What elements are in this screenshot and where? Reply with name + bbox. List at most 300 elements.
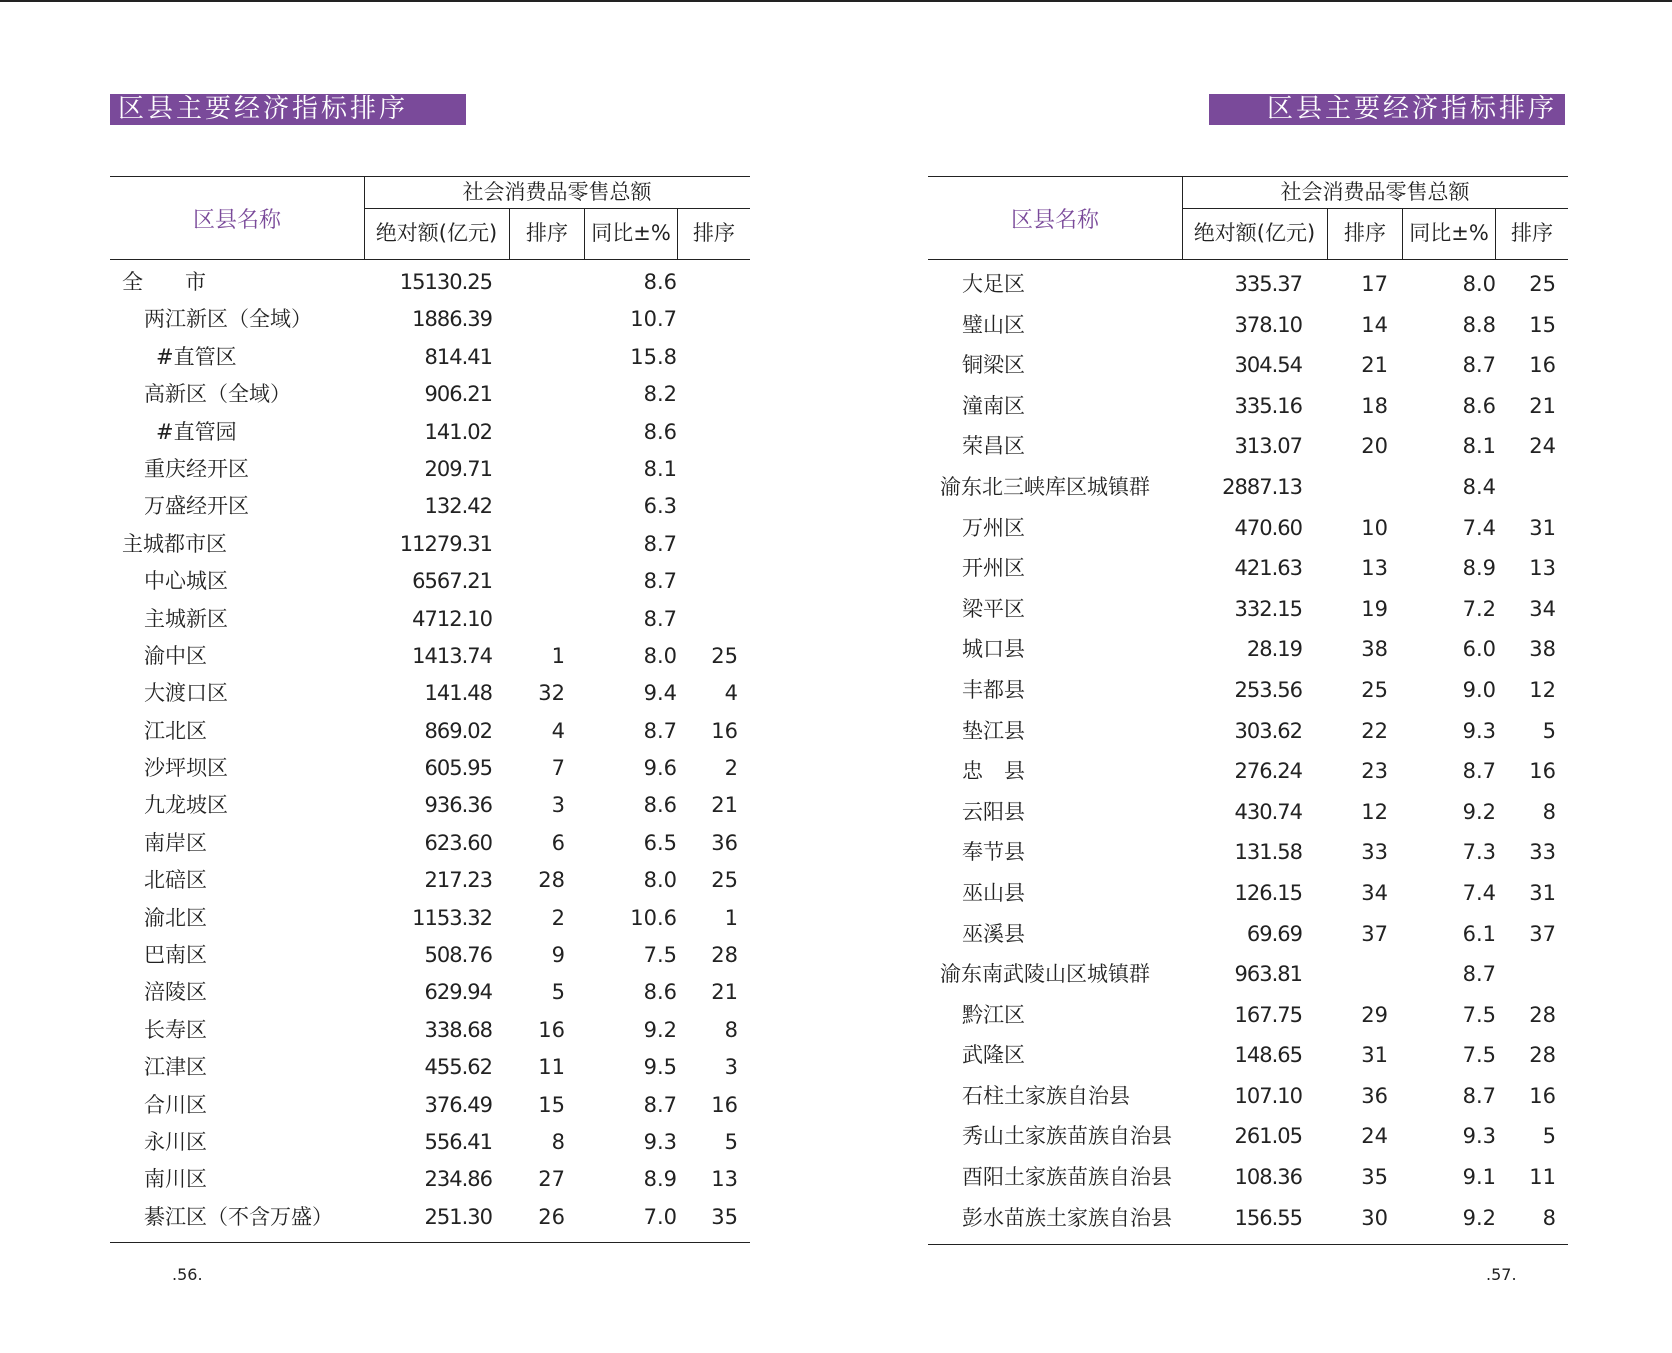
yoy-change-cell: 8.9 xyxy=(643,1167,677,1192)
absolute-value-cell: 335.37 xyxy=(1234,272,1302,296)
rank-cell: 36 xyxy=(1361,1083,1388,1108)
district-name-cell: 渝东北三峡库区城镇群 xyxy=(940,474,1150,499)
yoy-rank-cell: 5 xyxy=(1542,1124,1556,1149)
yoy-change-cell: 6.1 xyxy=(1462,921,1496,946)
rank-cell: 22 xyxy=(1361,718,1388,743)
rank-cell: 15 xyxy=(538,1092,565,1117)
table-row xyxy=(928,792,1568,833)
district-name-cell: 彭水苗族土家族自治县 xyxy=(962,1205,1172,1230)
table-body xyxy=(928,260,1568,1245)
table-row xyxy=(928,345,1568,386)
yoy-change-cell: 8.0 xyxy=(643,868,677,893)
rank-cell: 21 xyxy=(1361,353,1388,378)
absolute-value-cell: 963.81 xyxy=(1234,962,1302,987)
rank-cell: 17 xyxy=(1361,272,1388,296)
page-number: .57. xyxy=(1486,1265,1517,1284)
col-header-rank: 排序 xyxy=(510,208,585,259)
rank-cell: 25 xyxy=(1361,677,1388,702)
table-row xyxy=(928,1198,1568,1239)
table-row xyxy=(110,488,750,525)
district-name-header: 区县名称 xyxy=(110,177,365,259)
table-row xyxy=(110,601,750,638)
page-title-band: 区县主要经济指标排序 xyxy=(110,94,466,125)
absolute-value-cell: 2887.13 xyxy=(1222,474,1302,499)
yoy-change-cell: 6.0 xyxy=(1462,637,1496,662)
yoy-change-cell: 8.2 xyxy=(643,382,677,407)
absolute-value-cell: 421.63 xyxy=(1234,556,1302,581)
rank-cell: 12 xyxy=(1361,799,1388,824)
rank-cell: 14 xyxy=(1361,312,1388,337)
table-row xyxy=(110,1161,750,1198)
yoy-change-cell: 10.7 xyxy=(630,307,677,332)
yoy-rank-cell: 12 xyxy=(1529,677,1556,702)
rank-cell: 2 xyxy=(551,905,565,930)
absolute-value-cell: 234.86 xyxy=(424,1167,492,1192)
rank-cell: 27 xyxy=(538,1167,565,1192)
yoy-change-cell: 6.5 xyxy=(643,830,677,855)
absolute-value-cell: 906.21 xyxy=(424,382,492,407)
absolute-value-cell: 276.24 xyxy=(1234,759,1302,784)
absolute-value-cell: 335.16 xyxy=(1234,393,1302,418)
group-header: 社会消费品零售总额 xyxy=(1182,177,1568,209)
district-name-cell: 酉阳土家族苗族自治县 xyxy=(962,1165,1172,1190)
absolute-value-cell: 304.54 xyxy=(1234,353,1302,378)
district-name-cell: 九龙坡区 xyxy=(144,793,228,818)
table-row xyxy=(110,301,750,338)
absolute-value-cell: 332.15 xyxy=(1234,596,1302,621)
yoy-change-cell: 7.4 xyxy=(1462,880,1496,905)
district-name-cell: 江北区 xyxy=(144,718,207,743)
yoy-change-cell: 15.8 xyxy=(630,344,677,369)
table-row xyxy=(928,873,1568,914)
yoy-change-cell: 8.7 xyxy=(643,606,677,631)
table-row xyxy=(928,1035,1568,1076)
yoy-rank-cell: 25 xyxy=(711,868,738,893)
rank-cell: 32 xyxy=(538,681,565,706)
yoy-rank-cell: 24 xyxy=(1529,434,1556,459)
yoy-change-cell: 9.3 xyxy=(1462,718,1496,743)
table-row xyxy=(928,1116,1568,1157)
yoy-change-cell: 8.0 xyxy=(1462,272,1496,296)
yoy-change-cell: 9.0 xyxy=(1462,677,1496,702)
page-title-band: 区县主要经济指标排序 xyxy=(1209,94,1565,125)
table-row xyxy=(110,675,750,712)
table-row xyxy=(110,1049,750,1086)
yoy-change-cell: 10.6 xyxy=(630,905,677,930)
absolute-value-cell: 470.60 xyxy=(1234,515,1302,540)
table-row xyxy=(928,467,1568,508)
absolute-value-cell: 108.36 xyxy=(1234,1165,1302,1190)
yoy-rank-cell: 13 xyxy=(711,1167,738,1192)
rank-cell: 33 xyxy=(1361,840,1388,865)
yoy-rank-cell: 28 xyxy=(1529,1043,1556,1068)
yoy-change-cell: 7.5 xyxy=(643,943,677,968)
yoy-rank-cell: 35 xyxy=(711,1204,738,1229)
yoy-change-cell: 9.2 xyxy=(1462,1205,1496,1230)
absolute-value-cell: 556.41 xyxy=(424,1129,492,1154)
district-name-cell: 巴南区 xyxy=(144,943,207,968)
yoy-change-cell: 8.7 xyxy=(643,531,677,556)
rank-cell: 29 xyxy=(1361,1002,1388,1027)
col-header-yoy-rank: 排序 xyxy=(693,221,735,245)
district-name-cell: 万州区 xyxy=(962,515,1025,540)
absolute-value-cell: 132.42 xyxy=(424,494,492,519)
yoy-rank-cell: 31 xyxy=(1529,880,1556,905)
yoy-change-cell: 9.2 xyxy=(643,1017,677,1042)
table-row xyxy=(928,264,1568,305)
table-row xyxy=(928,670,1568,711)
col-header-yoy-rank: 排序 xyxy=(1511,221,1553,245)
district-name-cell: 万盛经开区 xyxy=(144,494,249,519)
table-row xyxy=(110,974,750,1011)
rank-cell: 9 xyxy=(551,943,565,968)
yoy-change-cell: 8.1 xyxy=(1462,434,1496,459)
right-page xyxy=(912,0,1672,1353)
district-name-cell: 高新区（全域） xyxy=(144,382,291,407)
table-row xyxy=(928,711,1568,752)
absolute-value-cell: 4712.10 xyxy=(412,606,492,631)
district-name-cell: 北碚区 xyxy=(144,868,207,893)
district-name-cell: 丰都县 xyxy=(962,677,1025,702)
district-name-cell: 垫江县 xyxy=(962,718,1025,743)
yoy-change-cell: 8.1 xyxy=(643,456,677,481)
table-row xyxy=(928,954,1568,995)
absolute-value-cell: 261.05 xyxy=(1234,1124,1302,1149)
yoy-change-cell: 8.7 xyxy=(643,569,677,594)
district-name-cell: 巫山县 xyxy=(962,880,1025,905)
yoy-rank-cell: 34 xyxy=(1529,596,1556,621)
yoy-change-cell: 8.7 xyxy=(1462,1083,1496,1108)
group-header: 社会消费品零售总额 xyxy=(364,177,750,209)
table-row xyxy=(928,995,1568,1036)
district-name-cell: 大渡口区 xyxy=(144,681,228,706)
absolute-value-cell: 303.62 xyxy=(1234,718,1302,743)
absolute-value-cell: 869.02 xyxy=(424,718,492,743)
absolute-value-cell: 338.68 xyxy=(424,1017,492,1042)
rank-cell: 1 xyxy=(551,643,565,668)
table-row xyxy=(110,825,750,862)
district-name-cell: 重庆经开区 xyxy=(144,456,249,481)
district-name-cell: 长寿区 xyxy=(144,1017,207,1042)
absolute-value-cell: 6567.21 xyxy=(412,569,492,594)
district-name-cell: 荣昌区 xyxy=(962,434,1025,459)
absolute-value-cell: 131.58 xyxy=(1234,840,1302,865)
col-header-absolute: 绝对额(亿元) xyxy=(1182,208,1328,259)
yoy-change-cell: 7.3 xyxy=(1462,840,1496,865)
yoy-rank-cell: 37 xyxy=(1529,921,1556,946)
absolute-value-cell: 313.07 xyxy=(1234,434,1302,459)
yoy-rank-cell: 36 xyxy=(711,830,738,855)
yoy-change-cell: 6.3 xyxy=(643,494,677,519)
table-row xyxy=(110,937,750,974)
rank-cell: 16 xyxy=(538,1017,565,1042)
table-row xyxy=(110,900,750,937)
district-name-cell: 渝中区 xyxy=(144,643,207,668)
table-row xyxy=(110,1012,750,1049)
district-name-cell: 大足区 xyxy=(962,272,1025,296)
district-name-cell: 城口县 xyxy=(962,637,1025,662)
yoy-rank-cell: 3 xyxy=(724,1055,738,1080)
rank-cell: 10 xyxy=(1361,515,1388,540)
table-row xyxy=(110,414,750,451)
district-name-cell: 铜梁区 xyxy=(962,353,1025,378)
left-page xyxy=(0,0,760,1353)
table-row xyxy=(110,1199,750,1236)
rank-cell: 35 xyxy=(1361,1165,1388,1190)
table-row xyxy=(110,1124,750,1161)
table-row xyxy=(928,589,1568,630)
rank-cell: 4 xyxy=(551,718,565,743)
rank-cell: 8 xyxy=(551,1129,565,1154)
absolute-value-cell: 156.55 xyxy=(1234,1205,1302,1230)
yoy-change-cell: 8.4 xyxy=(1462,474,1496,499)
absolute-value-cell: 814.41 xyxy=(424,344,492,369)
district-name-cell: 中心城区 xyxy=(144,569,228,594)
district-name-cell: 渝北区 xyxy=(144,905,207,930)
yoy-rank-cell: 21 xyxy=(711,980,738,1005)
yoy-rank-cell: 15 xyxy=(1529,312,1556,337)
rank-cell: 6 xyxy=(551,830,565,855)
district-name-cell: 黔江区 xyxy=(962,1002,1025,1027)
rank-cell: 13 xyxy=(1361,556,1388,581)
yoy-change-cell: 8.7 xyxy=(1462,759,1496,784)
absolute-value-cell: 623.60 xyxy=(424,830,492,855)
table-row xyxy=(110,451,750,488)
absolute-value-cell: 1886.39 xyxy=(412,307,492,332)
yoy-change-cell: 8.6 xyxy=(643,980,677,1005)
table-row xyxy=(928,305,1568,346)
yoy-rank-cell: 8 xyxy=(724,1017,738,1042)
yoy-change-cell: 8.7 xyxy=(1462,962,1496,987)
table-row xyxy=(928,1076,1568,1117)
table-row xyxy=(110,563,750,600)
table-row xyxy=(110,862,750,899)
district-name-cell: 綦江区（不含万盛） xyxy=(144,1204,333,1229)
table-row xyxy=(110,787,750,824)
yoy-change-cell: 8.6 xyxy=(1462,393,1496,418)
rank-cell: 18 xyxy=(1361,393,1388,418)
yoy-rank-cell: 5 xyxy=(1542,718,1556,743)
yoy-rank-cell: 38 xyxy=(1529,637,1556,662)
district-name-cell: 永川区 xyxy=(144,1129,207,1154)
yoy-rank-cell: 13 xyxy=(1529,556,1556,581)
yoy-rank-cell: 5 xyxy=(724,1129,738,1154)
absolute-value-cell: 126.15 xyxy=(1234,880,1302,905)
yoy-change-cell: 8.0 xyxy=(643,643,677,668)
district-name-cell: 沙坪坝区 xyxy=(144,756,228,781)
yoy-change-cell: 9.5 xyxy=(643,1055,677,1080)
yoy-rank-cell: 16 xyxy=(1529,1083,1556,1108)
yoy-rank-cell: 21 xyxy=(1529,393,1556,418)
yoy-change-cell: 7.5 xyxy=(1462,1043,1496,1068)
absolute-value-cell: 376.49 xyxy=(424,1092,492,1117)
yoy-rank-cell: 25 xyxy=(1529,272,1556,296)
rank-cell: 30 xyxy=(1361,1205,1388,1230)
district-name-cell: 武隆区 xyxy=(962,1043,1025,1068)
yoy-change-cell: 8.8 xyxy=(1462,312,1496,337)
table-row xyxy=(110,638,750,675)
rank-cell: 26 xyxy=(538,1204,565,1229)
yoy-rank-cell: 8 xyxy=(1542,799,1556,824)
rank-cell: 23 xyxy=(1361,759,1388,784)
district-name-cell: 璧山区 xyxy=(962,312,1025,337)
rank-cell: 37 xyxy=(1361,921,1388,946)
district-name-cell: 巫溪县 xyxy=(962,921,1025,946)
table-row xyxy=(110,713,750,750)
district-name-cell: 南岸区 xyxy=(144,830,207,855)
district-name-cell: 梁平区 xyxy=(962,596,1025,621)
col-header-yoy: 同比±% xyxy=(1403,208,1496,259)
table-body xyxy=(110,260,750,1243)
absolute-value-cell: 1153.32 xyxy=(412,905,492,930)
rank-cell: 20 xyxy=(1361,434,1388,459)
yoy-change-cell: 8.9 xyxy=(1462,556,1496,581)
yoy-rank-cell: 16 xyxy=(711,718,738,743)
absolute-value-cell: 209.71 xyxy=(424,456,492,481)
absolute-value-cell: 455.62 xyxy=(424,1055,492,1080)
rank-cell: 28 xyxy=(538,868,565,893)
table-row xyxy=(928,508,1568,549)
absolute-value-cell: 28.19 xyxy=(1246,637,1302,662)
table-row xyxy=(928,832,1568,873)
yoy-change-cell: 8.7 xyxy=(643,1092,677,1117)
absolute-value-cell: 148.65 xyxy=(1234,1043,1302,1068)
district-name-cell: 合川区 xyxy=(144,1092,207,1117)
district-name-cell: 主城都市区 xyxy=(122,531,227,556)
absolute-value-cell: 605.95 xyxy=(424,756,492,781)
yoy-rank-cell: 28 xyxy=(1529,1002,1556,1027)
yoy-rank-cell: 16 xyxy=(1529,353,1556,378)
table-row xyxy=(928,629,1568,670)
district-name-cell: 石柱土家族自治县 xyxy=(962,1083,1130,1108)
yoy-rank-cell: 25 xyxy=(711,643,738,668)
table-row xyxy=(110,526,750,563)
district-name-cell: 两江新区（全域） xyxy=(144,307,312,332)
absolute-value-cell: 107.10 xyxy=(1234,1083,1302,1108)
col-header-yoy: 同比±% xyxy=(585,208,678,259)
rank-cell: 3 xyxy=(551,793,565,818)
yoy-change-cell: 7.2 xyxy=(1462,596,1496,621)
page-number: .56. xyxy=(172,1265,203,1284)
table-row xyxy=(928,914,1568,955)
absolute-value-cell: 430.74 xyxy=(1234,799,1302,824)
district-name-cell: 涪陵区 xyxy=(144,980,207,1005)
table-row xyxy=(928,1157,1568,1198)
yoy-rank-cell: 31 xyxy=(1529,515,1556,540)
table-row xyxy=(928,751,1568,792)
absolute-value-cell: 167.75 xyxy=(1234,1002,1302,1027)
absolute-value-cell: 69.69 xyxy=(1246,921,1302,946)
district-name-cell: 潼南区 xyxy=(962,393,1025,418)
district-name-cell: 秀山土家族苗族自治县 xyxy=(962,1124,1172,1149)
yoy-rank-cell: 2 xyxy=(724,756,738,781)
absolute-value-cell: 141.48 xyxy=(424,681,492,706)
district-name-cell: 忠 县 xyxy=(962,759,1025,784)
yoy-change-cell: 8.6 xyxy=(643,419,677,444)
rank-cell: 11 xyxy=(538,1055,565,1080)
yoy-change-cell: 9.4 xyxy=(643,681,677,706)
district-name-cell: #直管园 xyxy=(156,419,237,444)
district-name-cell: 奉节县 xyxy=(962,840,1025,865)
yoy-rank-cell: 4 xyxy=(724,681,738,706)
district-name-cell: 渝东南武陵山区城镇群 xyxy=(940,962,1150,987)
yoy-change-cell: 7.4 xyxy=(1462,515,1496,540)
absolute-value-cell: 251.30 xyxy=(424,1204,492,1229)
rank-cell: 7 xyxy=(551,756,565,781)
yoy-change-cell: 8.6 xyxy=(643,793,677,818)
absolute-value-cell: 253.56 xyxy=(1234,677,1302,702)
rank-cell: 5 xyxy=(551,980,565,1005)
absolute-value-cell: 629.94 xyxy=(424,980,492,1005)
yoy-change-cell: 9.2 xyxy=(1462,799,1496,824)
absolute-value-cell: 1413.74 xyxy=(412,643,492,668)
yoy-rank-cell: 33 xyxy=(1529,840,1556,865)
col-header-absolute: 绝对额(亿元) xyxy=(364,208,510,259)
table-row xyxy=(928,426,1568,467)
table-row xyxy=(928,386,1568,427)
yoy-change-cell: 7.0 xyxy=(643,1204,677,1229)
yoy-rank-cell: 11 xyxy=(1529,1165,1556,1190)
retail-sales-table xyxy=(110,176,750,1243)
yoy-change-cell: 9.6 xyxy=(643,756,677,781)
district-name-cell: 南川区 xyxy=(144,1167,207,1192)
table-row xyxy=(110,264,750,301)
yoy-rank-cell: 28 xyxy=(711,943,738,968)
rank-cell: 24 xyxy=(1361,1124,1388,1149)
yoy-rank-cell: 21 xyxy=(711,793,738,818)
yoy-rank-cell: 8 xyxy=(1542,1205,1556,1230)
yoy-change-cell: 7.5 xyxy=(1462,1002,1496,1027)
district-name-cell: 全 市 xyxy=(122,270,206,294)
table-row xyxy=(110,376,750,413)
district-name-cell: 开州区 xyxy=(962,556,1025,581)
yoy-rank-cell: 16 xyxy=(1529,759,1556,784)
yoy-change-cell: 9.3 xyxy=(643,1129,677,1154)
absolute-value-cell: 378.10 xyxy=(1234,312,1302,337)
rank-cell: 38 xyxy=(1361,637,1388,662)
table-header xyxy=(110,176,750,260)
yoy-change-cell: 8.7 xyxy=(643,718,677,743)
absolute-value-cell: 15130.25 xyxy=(399,270,492,294)
district-name-cell: 江津区 xyxy=(144,1055,207,1080)
absolute-value-cell: 936.36 xyxy=(424,793,492,818)
yoy-change-cell: 8.6 xyxy=(643,270,677,294)
yoy-rank-cell: 1 xyxy=(724,905,738,930)
yoy-change-cell: 9.3 xyxy=(1462,1124,1496,1149)
yoy-rank-cell: 16 xyxy=(711,1092,738,1117)
district-name-header: 区县名称 xyxy=(928,177,1183,259)
absolute-value-cell: 508.76 xyxy=(424,943,492,968)
district-name-cell: #直管区 xyxy=(156,344,237,369)
district-name-cell: 主城新区 xyxy=(144,606,228,631)
yoy-change-cell: 9.1 xyxy=(1462,1165,1496,1190)
table-row xyxy=(928,548,1568,589)
table-row xyxy=(110,750,750,787)
table-row xyxy=(110,339,750,376)
table-header xyxy=(928,176,1568,260)
absolute-value-cell: 141.02 xyxy=(424,419,492,444)
rank-cell: 19 xyxy=(1361,596,1388,621)
absolute-value-cell: 217.23 xyxy=(424,868,492,893)
col-header-rank: 排序 xyxy=(1328,208,1403,259)
rank-cell: 34 xyxy=(1361,880,1388,905)
yoy-change-cell: 8.7 xyxy=(1462,353,1496,378)
table-row xyxy=(110,1087,750,1124)
district-name-cell: 云阳县 xyxy=(962,799,1025,824)
rank-cell: 31 xyxy=(1361,1043,1388,1068)
retail-sales-table xyxy=(928,176,1568,1245)
absolute-value-cell: 11279.31 xyxy=(399,531,492,556)
